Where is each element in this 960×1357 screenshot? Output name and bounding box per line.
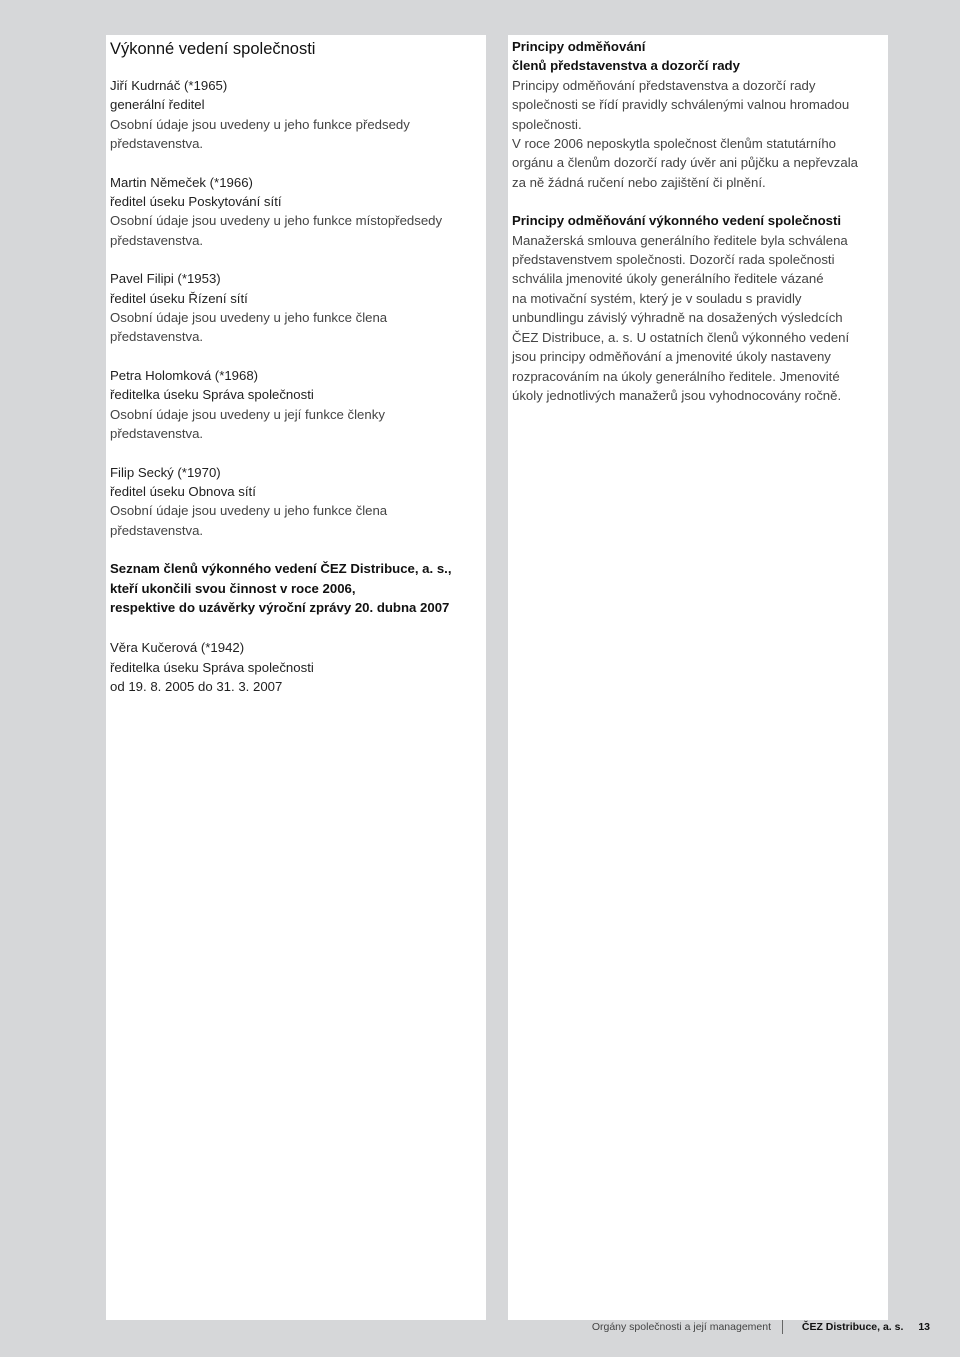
paragraph-line: úkoly jednotlivých manažerů jsou vyhodnocovány ročně. [512,387,842,403]
section-heading: Principy odměňování výkonného vedení společnosti [512,213,842,229]
right-column [508,35,888,1320]
member-entry [110,366,482,444]
member-name: Martin Němeček (*1966) [110,174,253,190]
paragraph-line: jsou principy odměňování a jmenovité úkoly nastaveny [512,349,831,365]
member-note: Osobní údaje jsou uvedeny u jeho funkce předsedy [110,116,410,132]
member-note: Osobní údaje jsou uvedeny u její funkce členky [110,406,385,422]
member-note: Osobní údaje jsou uvedeny u jeho funkce člena [110,310,388,326]
paragraph-line: rozpracováním na úkoly generálního ředitele. Jmenovité [512,368,840,384]
member-entry [110,173,482,251]
member-note: představenstva. [110,522,204,538]
paragraph-line: ČEZ Distribuce, a. s. U ostatních členů výkonného vedení [512,329,850,345]
paragraph-line: na motivační systém, který je v souladu s pravidly [512,290,802,306]
member-name: Věra Kučerová (*1942) [110,640,245,656]
left-column [106,35,486,1320]
paragraph-line: V roce 2006 neposkytla společnost členům statutárního [512,136,837,152]
member-name: Petra Holomková (*1968) [110,367,259,383]
remuneration-management-section [512,211,884,405]
member-role: ředitel úseku Poskytování sítí [110,194,282,210]
paragraph-line: Principy odměňování představenstva a dozorčí rady [512,77,816,93]
member-role: ředitel úseku Řízení sítí [110,290,248,306]
member-name: Jiří Kudrnáč (*1965) [110,78,228,93]
member-role: ředitelka úseku Správa společnosti [110,387,314,403]
member-name: Pavel Filipi (*1953) [110,271,221,287]
member-role: ředitelka úseku Správa společnosti [110,659,314,675]
member-entry [110,463,482,541]
footer-company: ČEZ Distribuce, a. s. [801,1321,904,1333]
member-note: představenstva. [110,426,204,442]
paragraph-line: představenstvem společnosti. Dozorčí rada společnosti [512,252,835,268]
section-heading: členů představenstva a dozorčí rady [512,58,740,74]
member-entry [110,76,482,154]
page-number: 13 [918,1321,930,1333]
member-name: Filip Secký (*1970) [110,464,221,480]
section-heading: Principy odměňování [512,39,646,54]
page-title: Výkonné vedení společnosti [110,40,316,58]
page-footer [0,1320,930,1336]
footer-divider [782,1320,783,1334]
member-entry [110,269,482,347]
paragraph-line: schválila jmenovité úkoly generálního ředitele vázané [512,271,824,287]
paragraph-line: společnosti se řídí pravidly schválenými valnou hromadou [512,97,850,113]
former-members-heading: Seznam členů výkonného vedení ČEZ Distribuce, a. s., kteří ukončili svou činnost v roce 2006, respektive do uzávěrky výroční zprávy 20. dubna 2007 [110,561,452,615]
member-role: ředitel úseku Obnova sítí [110,483,256,499]
member-note: Osobní údaje jsou uvedeny u jeho funkce člena [110,503,388,519]
paragraph-line: Manažerská smlouva generálního ředitele byla schválena [512,232,848,248]
member-role: generální ředitel [110,97,205,113]
member-note: představenstva. [110,136,204,152]
paragraph-line: unbundlingu závislý výhradně na dosažených výsledcích [512,310,843,326]
paragraph-line: za ně žádná ručení nebo zajištění či plnění. [512,174,766,190]
remuneration-board-section [512,37,884,192]
former-member-entry [110,638,482,696]
paragraph-line: společnosti. [512,116,582,132]
member-note: Osobní údaje jsou uvedeny u jeho funkce místopředsedy [110,213,443,229]
paragraph-line: orgánu a členům dozorčí rady úvěr ani půjčku a nepřevzala [512,155,859,171]
member-period: od 19. 8. 2005 do 31. 3. 2007 [110,679,283,695]
member-note: představenstva. [110,329,204,345]
member-note: představenstva. [110,232,204,248]
footer-section-title: Orgány společnosti a její management [591,1321,772,1333]
